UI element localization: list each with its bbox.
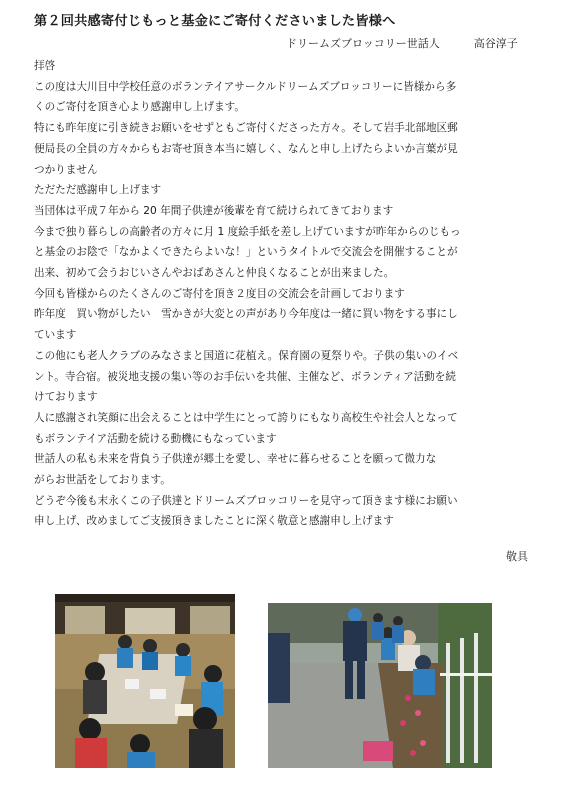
body-line: くのご寄付を頂き心より感謝申し上げます。 [34,101,246,114]
body-line: と基金のお陰で「なかよくできたらよいな！」というタイトルで交流会を開催することが [34,246,458,259]
body-line: 当団体は平成７年から 20 年間子供達が後輩を育て続けられてきております [34,204,394,217]
body-line: ただただ感謝申し上げます [34,184,162,197]
photo-exchange-meeting [55,594,235,768]
body-line: 拝啓 [34,60,56,72]
body-line: けております [34,391,98,404]
body-line: 今回も皆様からのたくさんのご寄付を頂き２度目の交流会を計画しております [34,287,405,300]
body-line: 出来、初めて会うおじいさんやおばあさんと仲良くなることが出来ました。 [34,267,395,280]
body-line: ています [34,329,77,342]
body-line: 世話人の私も未来を背負う子供達が郷土を愛し、幸せに暮らせることを願って微力な [34,453,437,466]
body-line: 昨年度 買い物がしたい 雪かきが大変との声があり今年度は一緒に買い物をする事にし [34,308,458,321]
author-organization: ドリームズブロッコリー世話人 [286,37,440,50]
body-line: この他にも老人クラブのみなさまと国道に花植え。保育園の夏祭りや。子供の集いのイベ [34,349,459,362]
body-line: 特にも昨年度に引き続きお願いをせずともご寄付くださった方々。そして岩手北部地区郵 [34,122,458,135]
author-line [286,35,518,51]
author-name: 高谷淳子 [473,37,518,50]
body-line: がらお世話をしております。 [34,474,171,487]
letter-body [34,56,546,532]
body-line: もボランテイア活動を続ける動機にもなっています [34,432,277,445]
body-line: 人に感謝され笑顔に出会えることは中学生にとって誇りにもなり高校生や社会人となって [34,411,458,424]
body-line: つかりません [34,163,98,176]
body-line: 便局長の全員の方々からもお寄せ頂き本当に嬉しく、なんと申し上げたらよいか言葉が見 [34,142,458,155]
body-line: ント。寺合宿。被災地支援の集い等のお手伝いを共催、主催など、ボランティア活動を続 [34,370,456,383]
closing-salutation: 敬具 [506,550,528,563]
body-line: 今まで独り暮らしの高齢者の方々に月 1 度絵手紙を差し上げていますが昨年からのじもっ [34,225,461,238]
body-line: この度は大川目中学校任意のボランテイアサークルドリームズブロッコリーに皆様から多 [34,80,457,93]
body-line: 申し上げ、改めましてご支援頂きましたことに深く敬意と感謝申し上げます [34,515,394,528]
letter-title: 第２回共感寄付じもっと基金にご寄付くださいました皆様へ [34,14,396,29]
photo-flower-planting [268,603,492,768]
body-line: どうぞ今後も末永くこの子供達とドリームズブロッコリーを見守って頂きます様にお願い [34,494,458,507]
